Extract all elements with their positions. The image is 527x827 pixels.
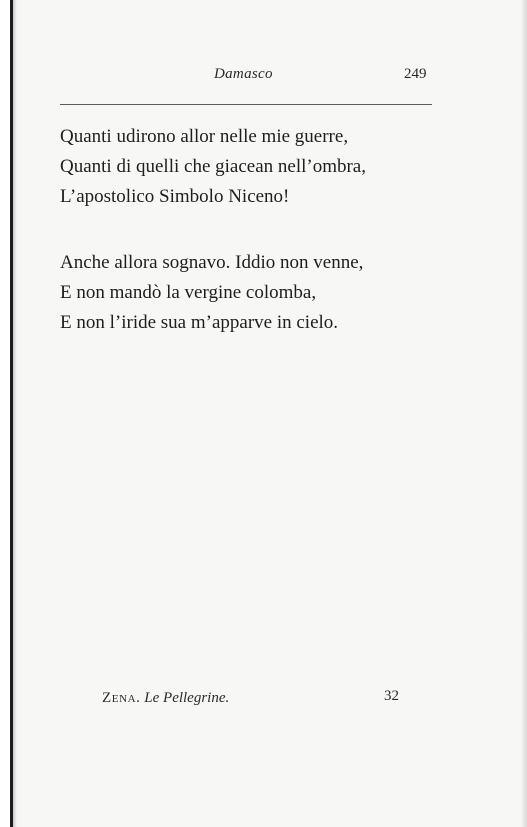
- verse-line: L’apostolico Simbolo Niceno!: [60, 186, 290, 207]
- page-right-edge: [521, 0, 527, 827]
- signature-mark: 32: [384, 688, 399, 704]
- footer-signature: [102, 690, 229, 707]
- footer-author: Zena.: [102, 690, 141, 706]
- header-rule: [60, 104, 432, 105]
- verse-line: E non mandò la vergine colomba,: [60, 282, 317, 303]
- page-left-margin: [0, 0, 10, 827]
- page-number: 249: [404, 66, 427, 82]
- verse-line: Anche allora sognavo. Iddio non venne,: [60, 252, 364, 273]
- stanza-2: [60, 248, 363, 338]
- running-title: Damasco: [214, 66, 273, 82]
- binding-shadow: [13, 0, 17, 827]
- stanza-1: [60, 122, 366, 212]
- verse-line: Quanti di quelli che giacean nell’ombra,: [60, 156, 366, 177]
- verse-line: Quanti udirono allor nelle mie guerre,: [60, 126, 349, 147]
- footer-book-title: Le Pellegrine.: [144, 690, 230, 706]
- verse-line: E non l’iride sua m’apparve in cielo.: [60, 312, 339, 333]
